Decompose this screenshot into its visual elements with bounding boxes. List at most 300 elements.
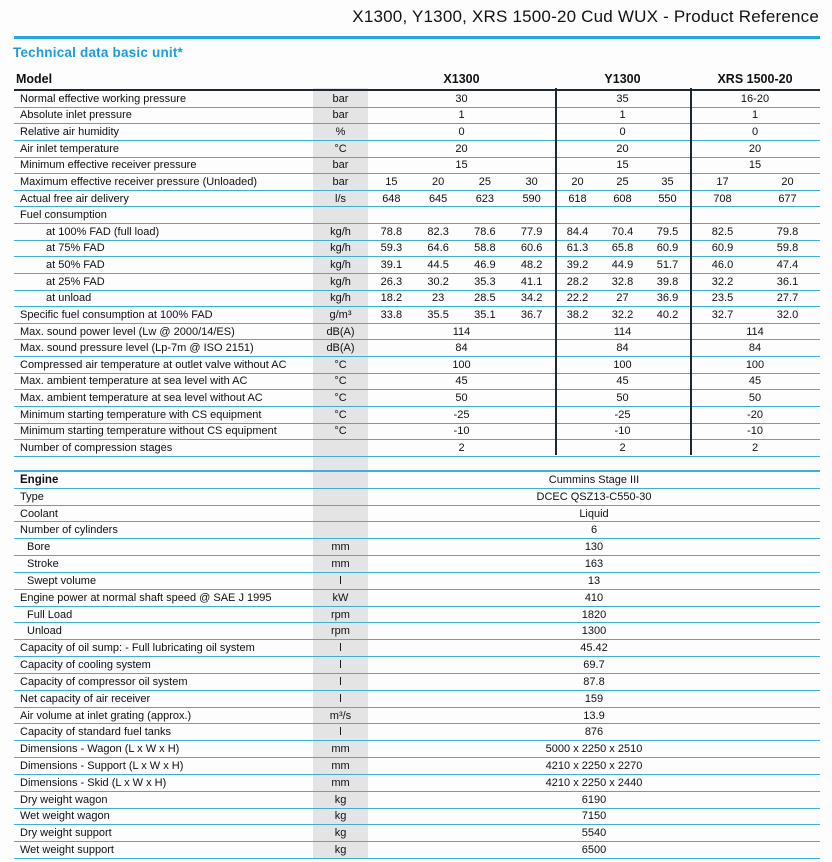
row-value: -10 [747,425,763,438]
row-unit: rpm [331,625,350,638]
table-row [14,623,820,640]
table-row [14,708,820,725]
row-value: 159 [584,692,604,705]
table-row [14,842,820,859]
row-unit: % [335,126,346,139]
model-value-group [368,292,555,304]
row-value: 70.4 [611,225,634,238]
row-unit: kg [334,827,347,840]
row-label: Normal effective working pressure [20,92,187,105]
row-value: 6 [590,524,598,537]
row-label: Max. ambient temperature at sea level without AC [20,392,263,405]
row-unit: mm [331,558,350,571]
row-value: 25 [616,175,629,188]
row-value: 618 [568,192,587,205]
table-header-row [14,66,820,91]
row-unit: kg/h [330,292,351,305]
row-label: Number of cylinders [20,524,118,537]
row-value: 84 [748,342,762,355]
table-row [14,174,820,191]
row-value: 15 [748,159,762,172]
model-value-group [690,342,820,354]
row-value: 35.5 [427,308,449,321]
table-row [14,374,820,391]
row-value: 60.6 [520,242,543,255]
model-value-group [690,409,820,421]
row-values [368,126,820,138]
row-value: 79.5 [656,225,679,238]
row-unit: l [339,675,342,688]
table-row [14,191,820,208]
row-unit: dB(A) [326,342,355,355]
row-value: 61.3 [566,242,589,255]
model-value-group [555,93,690,105]
row-value: 45 [455,375,468,388]
model-value-group [555,109,690,121]
row-value: 15 [385,175,398,188]
row-value: -20 [747,408,763,421]
row-value: 40.2 [656,308,679,321]
model-value-group [555,425,690,437]
model-value-group [555,342,690,354]
row-label: Air inlet temperature [20,142,120,155]
row-unit: mm [331,776,350,789]
row-value: 46.9 [474,259,496,272]
model-value-group [555,375,690,387]
row-value: 13 [587,574,601,587]
row-value: 6190 [581,793,607,806]
row-label: Minimum starting temperature without CS equipment [20,425,277,438]
model-value-group [555,143,690,155]
row-values [368,193,820,205]
table-row [14,640,820,657]
model-value-group [368,259,555,271]
table-row [14,489,820,506]
row-value: 20 [455,142,468,155]
row-unit: °C [334,358,347,371]
row-value: 50 [455,392,468,405]
row-value: 38.2 [566,308,589,321]
row-value: 35.3 [474,275,496,288]
model-value-group [690,126,820,138]
row-value: 78.8 [380,225,403,238]
table-row [14,506,820,523]
row-value: 20 [781,175,794,188]
row-value: 2 [751,441,759,454]
row-value: 60.9 [656,242,679,255]
row-values [368,375,820,387]
row-value: 15 [616,159,629,172]
model-value-group [368,176,555,188]
row-value: 708 [713,192,732,205]
model-value-group [555,193,690,205]
row-unit: kg/h [330,242,351,255]
table-row [14,556,820,573]
row-label: Dry weight support [20,827,112,840]
row-value: 7150 [581,810,607,823]
table-row [14,357,820,374]
row-value: 60.9 [711,242,734,255]
model-value-group [690,442,820,454]
row-value: 82.3 [427,225,449,238]
table-row [14,424,820,441]
row-unit: mm [331,743,350,756]
model-value-group [368,242,555,254]
row-unit: bar [332,109,349,122]
table-row [14,274,820,291]
model-value-group [368,276,555,288]
row-value: 27.7 [776,292,799,305]
row-value: 65.8 [611,242,634,255]
row-value: 28.5 [474,292,496,305]
row-label: Bore [27,541,51,554]
row-values [368,359,820,371]
table-row [14,407,820,424]
row-value: 36.9 [656,292,679,305]
row-value: Cummins Stage III [548,473,640,486]
model-value-group [690,326,820,338]
row-value: 39.1 [380,259,403,272]
row-value: 590 [522,192,541,205]
row-unit: kg [334,844,347,857]
table-row [14,124,820,141]
table-row [14,241,820,258]
row-value: 36.1 [776,275,799,288]
row-value: 84 [455,342,468,355]
row-label: Number of compression stages [20,441,173,454]
row-value: 64.6 [427,242,449,255]
row-value: 648 [382,192,401,205]
row-value: 58.8 [474,242,496,255]
table-row [14,741,820,758]
row-value: 5000 x 2250 x 2510 [545,743,643,756]
row-value: 130 [584,541,604,554]
table-row [14,141,820,158]
row-label: at unload [46,292,92,305]
technical-data-table [14,66,820,457]
row-value: 100 [452,358,471,371]
row-unit: l [339,574,342,587]
model-value-group [368,226,555,238]
row-value: 550 [658,192,677,205]
row-values [368,326,820,338]
row-label: Capacity of compressor oil system [20,675,188,688]
row-value: 4210 x 2250 x 2440 [545,776,643,789]
row-values [368,176,820,188]
table-row [14,91,820,108]
row-value: 84 [616,342,629,355]
row-value: 87.8 [583,675,605,688]
model-value-group [690,193,820,205]
table-row [14,291,820,308]
row-value: 78.6 [474,225,496,238]
row-value: 20 [748,142,762,155]
row-value: DCEC QSZ13-C550-30 [536,490,652,503]
row-values [368,392,820,404]
row-value: 30.2 [427,275,449,288]
row-value: 2 [619,441,626,454]
row-values [368,292,820,304]
model-value-group [555,359,690,371]
row-value: 623 [475,192,495,205]
model-value-group [555,126,690,138]
row-unit: l [339,726,342,739]
model-value-group [690,143,820,155]
row-unit: bar [332,175,349,188]
row-value: 1 [619,109,626,122]
row-value: 23.5 [711,292,734,305]
row-label: Capacity of standard fuel tanks [20,726,172,739]
row-unit: l/s [335,192,346,205]
row-unit: kg/h [330,225,351,238]
section-heading: Technical data basic unit* [13,45,183,60]
row-label: Compressed air temperature at outlet valve without AC [20,358,287,371]
model-value-group [368,143,555,155]
row-label: Wet weight support [20,844,114,857]
row-value: 32.2 [611,308,634,321]
row-value: 51.7 [656,259,679,272]
row-label: Maximum effective receiver pressure (Unloaded) [20,175,257,188]
page-title: X1300, Y1300, XRS 1500-20 Cud WUX - Product Reference [352,7,819,26]
model-value-group [368,342,555,354]
row-value: 2 [458,441,465,454]
row-value: 84.4 [566,225,589,238]
model-value-group [555,442,690,454]
model-value-group [555,326,690,338]
table-row [14,657,820,674]
model-value-group [555,392,690,404]
row-value: 35 [616,92,629,105]
row-value: 26.3 [380,275,403,288]
row-label: Wet weight wagon [20,810,110,823]
row-values [368,242,820,254]
model-value-group [368,326,555,338]
model-value-group [368,109,555,121]
table-row [14,758,820,775]
model-value-group [555,159,690,171]
row-value: 23 [432,292,445,305]
model-value-group [690,259,820,271]
row-value: 33.8 [380,308,403,321]
table-row [14,573,820,590]
row-value: Liquid [579,507,609,520]
row-value: 1 [458,109,465,122]
row-unit: m³/s [329,709,352,722]
model-value-group [555,292,690,304]
table-row [14,607,820,624]
row-value: 30 [525,175,538,188]
table-row [14,539,820,556]
row-value: 13.9 [583,709,605,722]
row-value: 5540 [581,827,607,840]
row-unit: °C [334,425,347,438]
row-label: Minimum starting temperature with CS equipment [20,408,262,421]
row-unit: kg/h [330,259,351,272]
row-value: 22.2 [566,292,589,305]
row-label: Engine power at normal shaft speed @ SAE J 1995 [20,591,272,604]
row-value: 0 [458,126,465,139]
row-label: Unload [27,625,62,638]
row-value: 6500 [581,844,607,857]
table-row [14,108,820,125]
row-value: 163 [584,558,604,571]
row-value: 77.9 [520,225,543,238]
row-unit: bar [332,92,349,105]
row-value: 35 [661,175,674,188]
technical-table-body [14,91,820,457]
row-label: Full Load [27,608,73,621]
model-value-group [555,409,690,421]
row-value: 16-20 [740,92,770,105]
row-value: 50 [616,392,629,405]
table-row [14,590,820,607]
row-value: 32.0 [776,308,799,321]
table-row [14,691,820,708]
header-col-x1300: X1300 [443,72,480,86]
row-unit: °C [334,142,347,155]
row-value: 47.4 [776,259,799,272]
model-value-group [368,425,555,437]
table-row [14,792,820,809]
table-row [14,809,820,826]
row-unit: l [339,659,342,672]
table-row [14,257,820,274]
row-value: 114 [613,325,632,338]
row-value: 876 [584,726,604,739]
row-values [368,143,820,155]
row-value: -10 [614,425,631,438]
model-value-group [690,226,820,238]
row-label: Dimensions - Skid (L x W x H) [20,776,167,789]
row-label: at 100% FAD (full load) [46,225,160,238]
model-value-group [690,375,820,387]
row-value: 36.7 [520,308,543,321]
row-unit: mm [331,759,350,772]
row-value: 46.0 [711,259,734,272]
row-values [368,442,820,454]
table-row [14,522,820,539]
model-value-group [690,292,820,304]
row-unit: °C [334,392,347,405]
model-value-group [368,409,555,421]
model-value-group [555,309,690,321]
row-value: 677 [778,192,797,205]
row-unit: kW [332,591,349,604]
model-value-group [690,276,820,288]
table-row [14,324,820,341]
model-value-group [555,176,690,188]
row-value: 32.2 [711,275,734,288]
row-unit: rpm [331,608,350,621]
table-row [14,775,820,792]
row-unit: kg/h [330,275,351,288]
engine-data-table [14,470,820,859]
row-value: 114 [746,325,764,338]
row-label: Capacity of oil sump: - Full lubricating oil system [20,642,255,655]
row-value: 28.2 [566,275,589,288]
table-row [14,307,820,324]
row-unit: bar [332,159,349,172]
row-label: at 25% FAD [46,275,105,288]
row-value: 0 [619,126,626,139]
model-value-group [690,93,820,105]
row-value: 15 [455,159,468,172]
model-value-group [690,425,820,437]
row-values [368,259,820,271]
row-value: 100 [613,358,632,371]
row-value: 50 [748,392,762,405]
row-label: Dimensions - Wagon (L x W x H) [20,743,180,756]
row-value: 44.5 [427,259,449,272]
row-value: 100 [745,358,765,371]
table-row [14,472,820,489]
model-value-group [368,442,555,454]
row-values [368,342,820,354]
header-col-y1300: Y1300 [604,72,641,86]
row-value: 34.2 [520,292,543,305]
row-value: 4210 x 2250 x 2270 [545,759,643,772]
row-label: Max. sound pressure level (Lp-7m @ ISO 2151) [20,342,254,355]
row-label: Dry weight wagon [20,793,108,806]
row-value: 45 [748,375,762,388]
model-value-group [690,176,820,188]
model-value-group [690,159,820,171]
row-value: 645 [428,192,448,205]
model-value-group [368,359,555,371]
row-value: 45.42 [580,642,608,655]
row-label: Max. sound power level (Lw @ 2000/14/ES) [20,325,235,338]
row-label: Swept volume [27,574,97,587]
row-unit: dB(A) [326,325,355,338]
row-label: Coolant [20,507,58,520]
table-row [14,724,820,741]
model-value-group [368,159,555,171]
model-value-group [555,259,690,271]
column-divider-x-y [555,88,557,455]
row-value: 0 [751,126,759,139]
row-value: -25 [453,408,470,421]
row-value: 608 [613,192,632,205]
model-value-group [690,309,820,321]
row-value: 20 [616,142,629,155]
row-value: 18.2 [380,292,403,305]
row-value: 39.8 [656,275,679,288]
row-values [368,109,820,121]
row-value: 32.8 [611,275,634,288]
row-value: 35.1 [474,308,496,321]
row-value: 1300 [581,625,607,638]
row-value: 82.5 [711,225,734,238]
row-value: 44.9 [611,259,634,272]
row-values [368,309,820,321]
model-value-group [555,276,690,288]
row-label: Type [20,490,44,503]
row-value: 48.2 [520,259,543,272]
row-label: Air volume at inlet grating (approx.) [20,709,192,722]
row-values [368,409,820,421]
row-unit: kg [334,793,347,806]
row-unit: l [339,692,342,705]
row-label: at 50% FAD [46,259,105,272]
table-row [14,390,820,407]
row-label: Net capacity of air receiver [20,692,151,705]
model-value-group [555,226,690,238]
row-values [368,226,820,238]
title-rule [14,36,820,39]
row-value: 17 [716,175,729,188]
row-values [368,276,820,288]
table-row [14,224,820,241]
